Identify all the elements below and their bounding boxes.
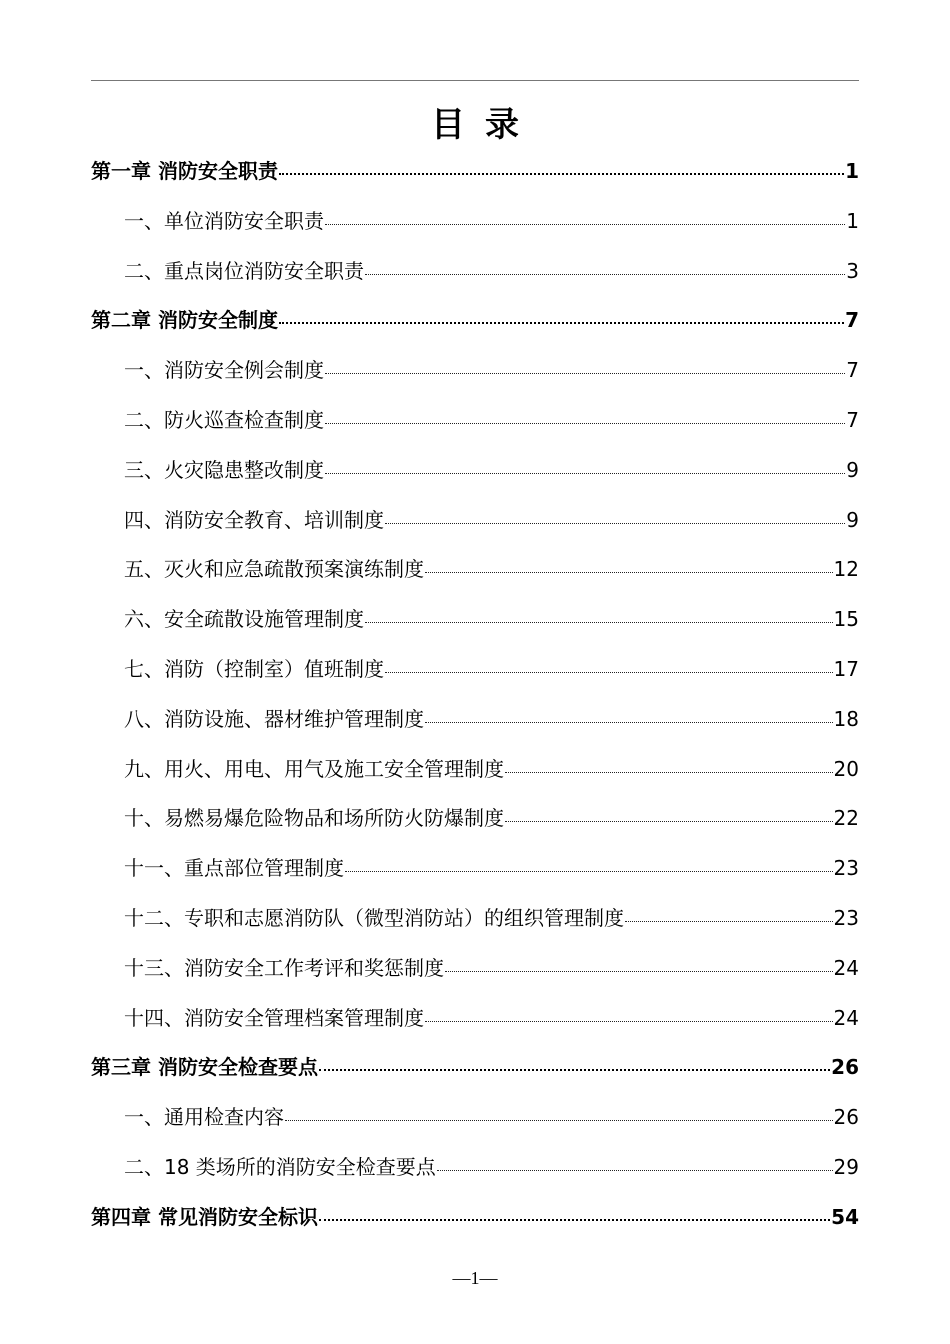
toc-page-number: 29 xyxy=(833,1154,859,1179)
toc-entry-label: 第一章 消防安全职责 xyxy=(91,159,278,183)
toc-dot-leader xyxy=(365,273,845,275)
toc-entry-label: 十二、专职和志愿消防队（微型消防站）的组织管理制度 xyxy=(124,905,624,930)
toc-entry-label: 第二章 消防安全制度 xyxy=(91,308,278,333)
toc-entry-label: 八、消防设施、器材维护管理制度 xyxy=(124,706,424,731)
toc-entry-label: 一、通用检查内容 xyxy=(124,1105,284,1130)
toc-section-entry[interactable] xyxy=(91,396,859,446)
toc-page-number: 1 xyxy=(845,159,859,183)
toc-section-entry[interactable] xyxy=(91,645,859,695)
header-rule xyxy=(91,80,859,81)
toc-entry-label: 二、18 类场所的消防安全检查要点 xyxy=(124,1154,436,1179)
toc-dot-leader xyxy=(325,422,845,424)
toc-dot-leader xyxy=(325,223,845,225)
toc-section-entry[interactable] xyxy=(91,794,859,844)
toc-entry-label: 二、防火巡查检查制度 xyxy=(124,407,324,432)
toc-entry-label: 十、易燃易爆危险物品和场所防火防爆制度 xyxy=(124,806,504,831)
page-title: 目录 xyxy=(431,105,539,145)
toc-section-entry[interactable] xyxy=(91,844,859,894)
toc-entry-label: 一、单位消防安全职责 xyxy=(124,208,324,233)
toc-section-entry[interactable] xyxy=(91,944,859,994)
toc-section-entry[interactable] xyxy=(91,745,859,795)
toc-dot-leader xyxy=(365,621,833,623)
toc-page-number: 26 xyxy=(831,1055,859,1080)
toc-entry-label: 六、安全疏散设施管理制度 xyxy=(124,607,364,632)
toc-entry-label: 四、消防安全教育、培训制度 xyxy=(124,507,384,532)
toc-chapter-entry[interactable] xyxy=(91,296,859,346)
toc-section-entry[interactable] xyxy=(91,545,859,595)
toc-page-number: 12 xyxy=(833,557,859,582)
toc-page-number: 17 xyxy=(833,656,859,681)
toc-chapter-entry[interactable] xyxy=(91,1193,859,1243)
toc-page-number: 24 xyxy=(833,1005,859,1030)
toc-page-number: 24 xyxy=(833,955,859,980)
toc-page-number: 7 xyxy=(846,407,859,432)
toc-entry-label: 五、灭火和应急疏散预案演练制度 xyxy=(124,557,424,582)
toc-section-entry[interactable] xyxy=(91,1143,859,1193)
toc-section-entry[interactable] xyxy=(91,695,859,745)
toc-dot-leader xyxy=(319,1068,830,1071)
toc-entry-label: 九、用火、用电、用气及施工安全管理制度 xyxy=(124,756,504,781)
toc-page-number: 7 xyxy=(845,308,859,333)
toc-entry-label: 二、重点岗位消防安全职责 xyxy=(124,258,364,283)
toc-entry-label: 三、火灾隐患整改制度 xyxy=(124,457,324,482)
toc-section-entry[interactable] xyxy=(91,446,859,496)
toc-dot-leader xyxy=(425,721,833,723)
toc-entry-label: 七、消防（控制室）值班制度 xyxy=(124,656,384,681)
toc-dot-leader xyxy=(505,820,833,822)
toc-page-number: 9 xyxy=(846,507,859,532)
toc-page-number: 54 xyxy=(831,1204,859,1229)
toc-dot-leader xyxy=(285,1119,833,1121)
toc-dot-leader xyxy=(445,970,833,972)
toc-entry-label: 十三、消防安全工作考评和奖惩制度 xyxy=(124,955,444,980)
toc-chapter-entry[interactable] xyxy=(91,1043,859,1093)
toc-dot-leader xyxy=(625,920,833,922)
toc-dot-leader xyxy=(437,1169,833,1171)
toc-dot-leader xyxy=(425,571,833,573)
toc-dot-leader xyxy=(425,1020,833,1022)
toc-dot-leader xyxy=(319,1218,830,1221)
toc-dot-leader xyxy=(279,172,844,175)
toc-section-entry[interactable] xyxy=(91,1093,859,1143)
toc-page-number: 9 xyxy=(846,457,859,482)
toc-page-number: 20 xyxy=(833,756,859,781)
toc-section-entry[interactable] xyxy=(91,247,859,297)
toc-page-number: 26 xyxy=(833,1105,859,1130)
toc-entry-label: 第四章 常见消防安全标识 xyxy=(91,1204,318,1229)
toc-entry-label: 十一、重点部位管理制度 xyxy=(124,856,344,881)
toc-section-entry[interactable] xyxy=(91,994,859,1044)
toc-page-number: 1 xyxy=(846,208,859,233)
toc-section-entry[interactable] xyxy=(91,496,859,546)
toc-page-number: 3 xyxy=(846,258,859,283)
toc-entry-label: 第三章 消防安全检查要点 xyxy=(91,1055,318,1080)
toc-page-number: 7 xyxy=(846,358,859,383)
toc-section-entry[interactable] xyxy=(91,346,859,396)
toc-page-number: 23 xyxy=(833,856,859,881)
toc-chapter-entry[interactable] xyxy=(91,147,859,197)
toc-page-number: 23 xyxy=(833,905,859,930)
toc-section-entry[interactable] xyxy=(91,894,859,944)
toc-dot-leader xyxy=(505,771,833,773)
toc-page-number: 15 xyxy=(833,607,859,632)
toc-dot-leader xyxy=(325,372,845,374)
table-of-contents xyxy=(91,147,859,1243)
toc-dot-leader xyxy=(385,671,833,673)
toc-page-number: 18 xyxy=(833,706,859,731)
toc-section-entry[interactable] xyxy=(91,197,859,247)
toc-entry-label: 十四、消防安全管理档案管理制度 xyxy=(124,1005,424,1030)
toc-dot-leader xyxy=(385,522,845,524)
page-number-footer: —1— xyxy=(452,1268,498,1288)
toc-section-entry[interactable] xyxy=(91,595,859,645)
toc-dot-leader xyxy=(325,472,845,474)
toc-entry-label: 一、消防安全例会制度 xyxy=(124,358,324,383)
toc-dot-leader xyxy=(279,321,844,324)
toc-page-number: 22 xyxy=(833,806,859,831)
toc-dot-leader xyxy=(345,870,833,872)
